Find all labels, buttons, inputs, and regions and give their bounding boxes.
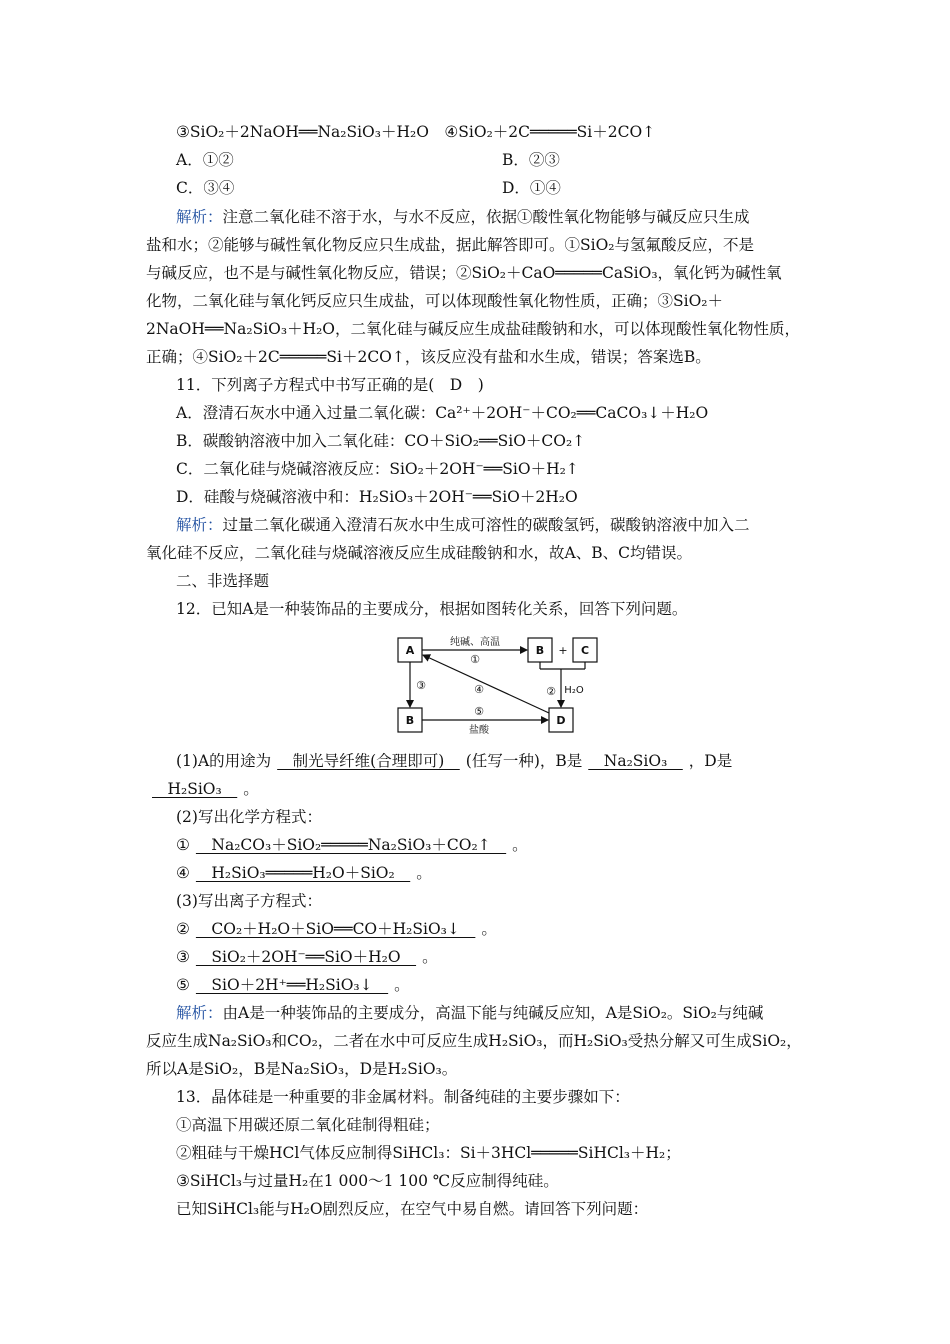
answer-use: 制光导纤维(合理即可) — [277, 752, 460, 770]
q12-part1-cont: H₂SiO₃ 。 — [146, 779, 259, 799]
q13-stem: 13．晶体硅是一种重要的非金属材料。制备纯硅的主要步骤如下： — [176, 1088, 630, 1106]
q11-option-d: D．硅酸与烧碱溶液中和：H₂SiO₃＋2OH⁻══SiO＋2H₂O — [176, 488, 578, 506]
q11-option-a: A．澄清石灰水中通入过量二氧化碳：Ca²⁺＋2OH⁻＋CO₂══CaCO₃↓＋H₂O — [176, 404, 709, 422]
q12-analysis-line: 反应生成Na₂SiO₃和CO₂，二者在水中可反应生成H₂SiO₃，而H₂SiO₃受热分解又可生成SiO₂， — [146, 1032, 802, 1050]
conversion-diagram — [393, 633, 603, 736]
label-hydrochloric-acid: 盐酸 — [469, 725, 489, 736]
q12-analysis-line: 解析：由A是一种装饰品的主要成分，高温下能与纯碱反应知，A是SiO₂。SiO₂与纯碱 — [176, 1004, 764, 1022]
arrow-4 — [423, 655, 549, 713]
label-d: D — [556, 714, 566, 727]
q12-ionic-5: ⑤ SiO＋2H⁺══H₂SiO₃↓ 。 — [176, 976, 410, 994]
q10-option-b: B．②③ — [502, 151, 560, 169]
q10-option-line-3-4: ③SiO₂＋2NaOH══Na₂SiO₃＋H₂O ④SiO₂＋2C═════Si＋2CO↑ — [176, 123, 656, 141]
answer-ionic-2: CO₂＋H₂O＋SiO══CO＋H₂SiO₃↓ — [195, 920, 476, 938]
answer-ionic-3: SiO₂＋2OH⁻══SiO＋H₂O — [195, 948, 417, 966]
q10-option-c: C．③④ — [176, 179, 235, 197]
label-a: A — [405, 644, 415, 657]
q10-analysis-line: 盐和水；②能够与碱性氧化物反应只生成盐，据此解答即可。①SiO₂与氢氟酸反应，不是 — [146, 236, 754, 254]
q11-analysis-line: 解析：过量二氧化碳通入澄清石灰水中生成可溶性的碳酸氢钙，碳酸钠溶液中加入二 — [176, 516, 750, 534]
q11-option-c: C．二氧化硅与烧碱溶液反应：SiO₂＋2OH⁻══SiO＋H₂↑ — [176, 460, 579, 478]
label-b-bottom: B — [405, 714, 415, 727]
q10-analysis-line: 正确；④SiO₂＋2C═════Si＋2CO↑，该反应没有盐和水生成，错误；答案选B。 — [146, 348, 711, 366]
label-step-4: ④ — [474, 683, 484, 696]
answer-eq-1: Na₂CO₃＋SiO₂═════Na₂SiO₃＋CO₂↑ — [195, 836, 507, 854]
analysis-label: 解析： — [176, 208, 223, 226]
q12-part1: (1)A的用途为 制光导纤维(合理即可) (任写一种)，B是 Na₂SiO₃ ，D是 — [176, 752, 733, 770]
section-heading: 二、非选择题 — [176, 572, 270, 590]
label-step-3: ③ — [416, 679, 426, 692]
q12-part3: (3)写出离子方程式： — [176, 892, 322, 910]
answer-b: Na₂SiO₃ — [588, 752, 683, 770]
q13-step-3: ③SiHCl₃与过量H₂在1 000～1 100 ℃反应制得纯硅。 — [176, 1172, 559, 1190]
q11-analysis-line: 氧化硅不反应，二氧化硅与烧碱溶液反应生成硅酸钠和水，故A、B、C均错误。 — [146, 544, 692, 562]
q12-equation-1: ① Na₂CO₃＋SiO₂═════Na₂SiO₃＋CO₂↑ 。 — [176, 836, 528, 854]
q13-step-1: ①高温下用碳还原二氧化硅制得粗硅； — [176, 1116, 440, 1134]
q10-analysis-line: 2NaOH══Na₂SiO₃＋H₂O，二氧化硅与碱反应生成盐硅酸钠和水，可以体现酸性氧化物性质， — [146, 320, 801, 338]
answer-ionic-5: SiO＋2H⁺══H₂SiO₃↓ — [195, 976, 389, 994]
answer-eq-4: H₂SiO₃═════H₂O＋SiO₂ — [195, 864, 411, 882]
q12-part2: (2)写出化学方程式： — [176, 808, 322, 826]
q10-analysis-line: 与碱反应，也不是与碱性氧化物反应，错误；②SiO₂＋CaO═════CaSiO₃，氧化钙为碱性氧 — [146, 264, 782, 282]
analysis-label: 解析： — [176, 516, 223, 534]
q13-step-2: ②粗硅与干燥HCl气体反应制得SiHCl₃：Si＋3HCl═════SiHCl₃＋H₂； — [176, 1144, 681, 1162]
label-step-2: ② — [546, 685, 556, 698]
q10-option-a: A．①② — [176, 151, 234, 169]
q11-stem: 11．下列离子方程式中书写正确的是( D ) — [176, 376, 484, 394]
label-step-5: ⑤ — [474, 705, 484, 718]
q13-note: 已知SiHCl₃能与H₂O剧烈反应，在空气中易自燃。请回答下列问题： — [176, 1200, 649, 1218]
q10-analysis-line: 解析：注意二氧化硅不溶于水，与水不反应，依据①酸性氧化物能够与碱反应只生成 — [176, 208, 750, 226]
q12-ionic-3: ③ SiO₂＋2OH⁻══SiO＋H₂O 。 — [176, 948, 438, 966]
answer-d: H₂SiO₃ — [152, 780, 238, 798]
label-c: C — [580, 644, 590, 657]
label-step-1: ① — [470, 653, 480, 666]
label-b-top: B — [535, 644, 545, 657]
q11-option-b: B．碳酸钠溶液中加入二氧化硅：CO＋SiO₂══SiO＋CO₂↑ — [176, 432, 586, 450]
label-plus: + — [558, 644, 568, 657]
q12-ionic-2: ② CO₂＋H₂O＋SiO══CO＋H₂SiO₃↓ 。 — [176, 920, 497, 938]
analysis-label: 解析： — [176, 1004, 223, 1022]
q12-equation-4: ④ H₂SiO₃═════H₂O＋SiO₂ 。 — [176, 864, 432, 882]
label-water: H₂O — [564, 685, 584, 696]
q10-analysis-line: 化物，二氧化硅与氧化钙反应只生成盐，可以体现酸性氧化物性质，正确；③SiO₂＋ — [146, 292, 723, 310]
label-soda-high-temp: 纯碱、高温 — [450, 637, 500, 648]
q12-analysis-line: 所以A是SiO₂，B是Na₂SiO₃，D是H₂SiO₃。 — [146, 1060, 458, 1078]
q12-stem: 12．已知A是一种装饰品的主要成分，根据如图转化关系，回答下列问题。 — [176, 600, 688, 618]
q10-option-d: D．①④ — [502, 179, 561, 197]
